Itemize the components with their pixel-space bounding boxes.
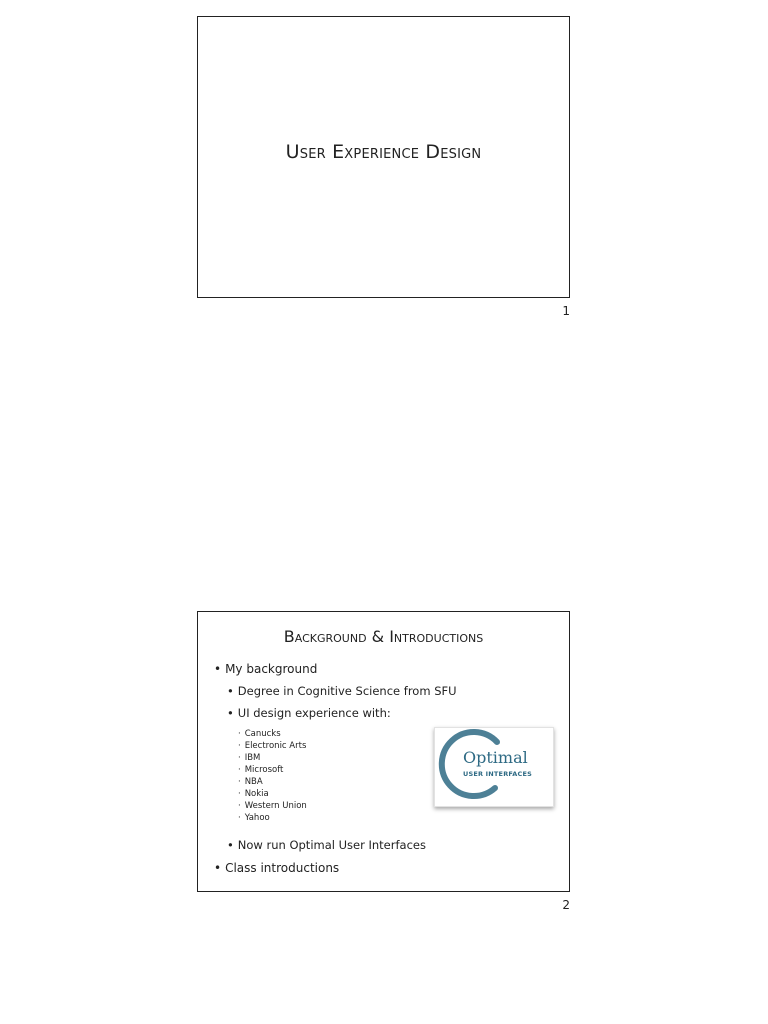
slide-2 [197,611,570,892]
bullet-icon: • [227,706,234,720]
slide-title: Background & Introductions [283,627,484,646]
bullet-icon: • [214,662,222,676]
bullet-item: • Now run Optimal User Interfaces [227,838,426,852]
client-item: · Electronic Arts [238,741,307,751]
client-item: · Yahoo [238,813,270,823]
bullet-item: • Degree in Cognitive Science from SFU [227,684,457,698]
client-item: · NBA [238,777,263,787]
page-number: 2 [562,898,570,912]
logo-word: Optimal [463,748,528,767]
bullet-icon: • [214,861,222,875]
client-item: · Microsoft [238,765,284,775]
client-item: · Western Union [238,801,307,811]
bullet-icon: • [227,684,234,698]
slide-title: User Experience Design [285,141,482,163]
bullet-icon: • [227,838,234,852]
client-item: · IBM [238,753,261,763]
circle-logo-icon [435,728,553,806]
logo-subtitle: USER INTERFACES [463,770,533,778]
client-item: · Nokia [238,789,269,799]
slide-1 [197,16,570,298]
client-item: · Canucks [238,729,281,739]
optimal-logo [434,727,554,807]
bullet-item: • Class introductions [214,861,340,875]
bullet-item: • UI design experience with: [227,706,391,720]
page-number: 1 [562,304,570,318]
bullet-item: • My background [214,662,318,676]
